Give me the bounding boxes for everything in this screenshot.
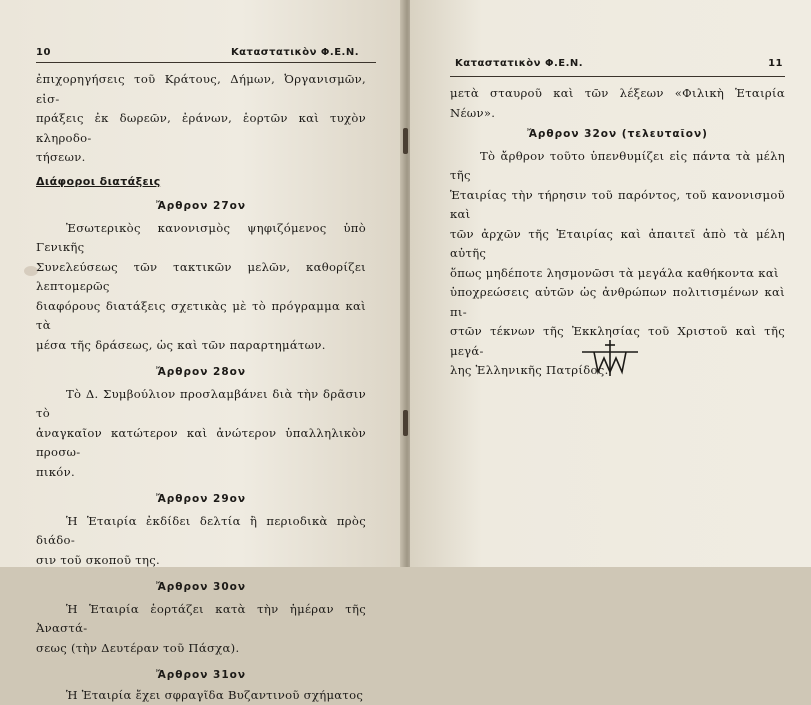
page-number: 11: [768, 58, 783, 69]
header-rule: [450, 76, 785, 77]
article-line: σεως (τὴν Δευτέραν τοῦ Πάσχα).: [36, 639, 366, 659]
article-line: Ἑταιρίας τὴν τήρησιν τοῦ παρόντος, τοῦ κανονισμοῦ καὶ: [450, 186, 785, 225]
article-heading: Ἄρθρον 27ον: [36, 197, 366, 217]
running-title: Καταστατικὸν Φ.Ε.Ν.: [231, 47, 359, 58]
article-heading: Ἄρθρον 29ον: [36, 490, 366, 510]
staple: [403, 410, 408, 436]
intro-line: τήσεων.: [36, 148, 366, 168]
running-title: Καταστατικὸν Φ.Ε.Ν.: [455, 58, 583, 69]
article-line: ὑποχρεώσεις αὐτῶν ὡς ἀνθρώπων πολιτισμένων καὶ πι-: [450, 283, 785, 322]
staple: [403, 128, 408, 154]
article-line: Ἡ Ἑταιρία ἔχει σφραγῖδα Βυζαντινοῦ σχήματος: [36, 686, 366, 705]
intro-line: μετὰ σταυροῦ καὶ τῶν λέξεων «Φιλικὴ Ἑταιρία Νέων».: [450, 84, 785, 123]
right-page: [410, 0, 811, 567]
article-line: Τὸ ἄρθρον τοῦτο ὑπενθυμίζει εἰς πάντα τὰ μέλη τῆς: [450, 147, 785, 186]
section-heading: Διάφοροι διατάξεις: [36, 172, 366, 192]
article-line: ἀναγκαῖον κατώτερον καὶ ἀνώτερον ὑπαλληλικὸν προσω-: [36, 424, 366, 463]
intro-line: πράξεις ἐκ δωρεῶν, ἐράνων, ἑορτῶν καὶ τυχὸν κληροδο-: [36, 109, 366, 148]
intro-line: ἐπιχορηγήσεις τοῦ Κράτους, Δήμων, Ὀργανισμῶν, εἰσ-: [36, 70, 366, 109]
header-rule: [36, 62, 376, 63]
right-page-header: [455, 58, 783, 72]
article-line: Τὸ Δ. Συμβούλιον προσλαμβάνει διὰ τὴν δρᾶσιν τὸ: [36, 385, 366, 424]
article-heading: Ἄρθρον 28ον: [36, 363, 366, 383]
article-line: διαφόρους διατάξεις σχετικὰς μὲ τὸ πρόγραμμα καὶ τὰ: [36, 297, 366, 336]
left-page-header: [36, 47, 379, 61]
page-number: 10: [36, 47, 51, 58]
article-heading: Ἄρθρον 30ον: [36, 578, 366, 598]
article-line: σιν τοῦ σκοποῦ της.: [36, 551, 366, 571]
article-heading: Ἄρθρον 32ον (τελευταῖον): [450, 125, 785, 145]
left-page-body: [36, 70, 366, 705]
right-page-body: [450, 84, 785, 381]
article-line: Ἐσωτερικὸς κανονισμὸς ψηφιζόμενος ὑπὸ Γενικῆς: [36, 219, 366, 258]
article-line: ὅπως μηδέποτε λησμονῶσι τὰ μεγάλα καθήκοντα καὶ: [450, 264, 785, 284]
article-line: Ἡ Ἑταιρία ἐκδίδει δελτία ἢ περιοδικὰ πρὸς διάδο-: [36, 512, 366, 551]
article-line: τῶν ἀρχῶν τῆς Ἑταιρίας καὶ ἀπαιτεῖ ἀπὸ τὰ μέλη αὐτῆς: [450, 225, 785, 264]
article-line: λης Ἑλληνικῆς Πατρίδος.: [450, 361, 785, 381]
monogram-emblem-icon: [580, 338, 640, 378]
article-line: πικόν.: [36, 463, 366, 483]
article-line: μέσα τῆς δράσεως, ὡς καὶ τῶν παραρτημάτων.: [36, 336, 366, 356]
left-page: [0, 0, 403, 567]
article-line: Ἡ Ἑταιρία ἑορτάζει κατὰ τὴν ἡμέραν τῆς Ἀναστά-: [36, 600, 366, 639]
article-line: Συνελεύσεως τῶν τακτικῶν μελῶν, καθορίζει λεπτομερῶς: [36, 258, 366, 297]
article-heading: Ἄρθρον 31ον: [36, 666, 366, 686]
article-line: στῶν τέκνων τῆς Ἐκκλησίας τοῦ Χριστοῦ καὶ τῆς μεγά-: [450, 322, 785, 361]
